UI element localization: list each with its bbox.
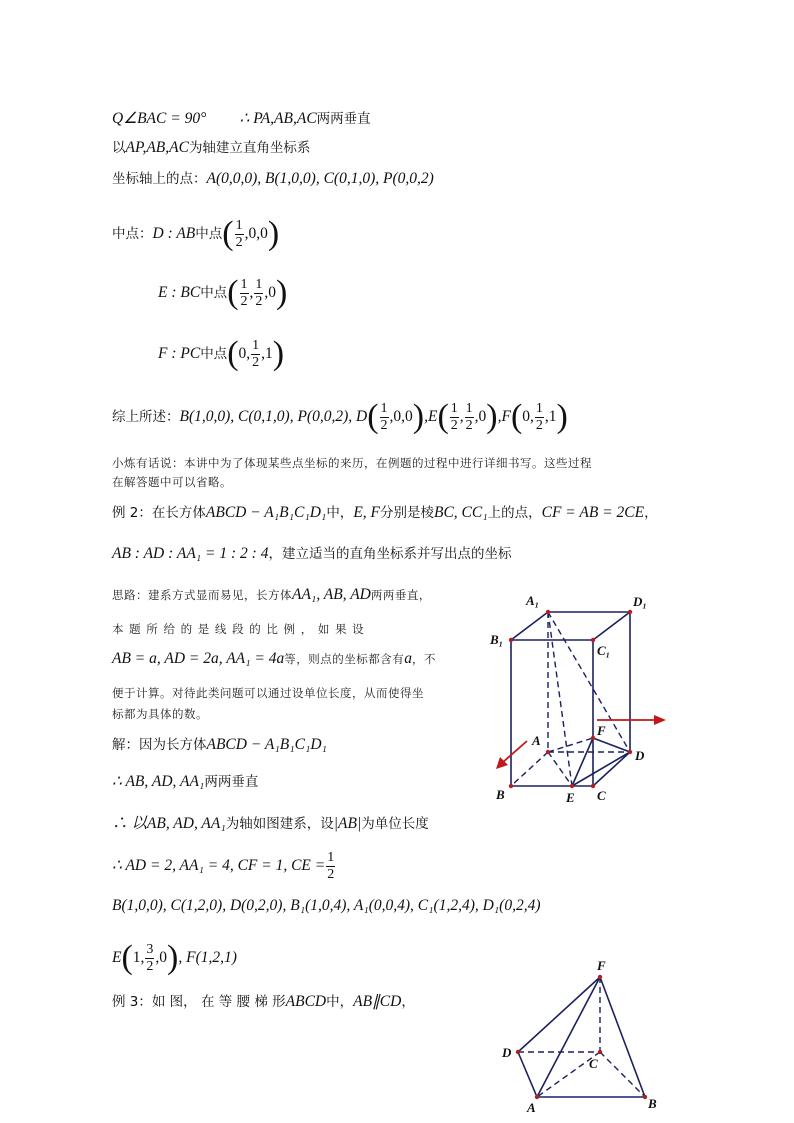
vertex-e: [570, 784, 574, 788]
fraction: $\frac{1}{2}$: [240, 276, 248, 309]
vertex-a1: [546, 610, 550, 614]
vertex-d: [516, 1050, 520, 1054]
arrow-x-axis: [502, 741, 527, 763]
label-c1: C₁: [597, 643, 611, 658]
edge-cb-hidden: [600, 1052, 645, 1097]
edge-a1d-hidden: [548, 612, 630, 752]
edge-af-hidden: [548, 738, 593, 752]
note-line-2: 在解答题中可以省略。: [112, 475, 232, 489]
label-a: A: [527, 1100, 536, 1115]
example-2-label: 例 2：在长方体: [112, 505, 206, 521]
edge-ae-hidden: [548, 752, 572, 786]
note-line-1: 小炼有话说：本讲中为了体现某些点坐标的来历，在例题的过程中进行详细书写。这些过程: [112, 456, 592, 470]
vertex-b: [643, 1095, 647, 1099]
label-f: F: [597, 958, 606, 973]
vertex-d1: [628, 610, 632, 614]
edge-c1d1: [593, 612, 630, 640]
line-2-pre: 以: [112, 140, 126, 156]
label-d: D: [635, 748, 645, 763]
midpoint-d-word: 中点: [195, 226, 223, 242]
solution-line-6: E(1, $\frac{3}{2}$ ,0), F(1,2,1): [112, 939, 237, 976]
edge-da: [518, 1052, 537, 1097]
think-line-1: 思路：建系方式显而易见，长方体AA₁, AB, AD两两垂直，: [112, 586, 431, 603]
midpoint-e-seg: E : BC: [158, 284, 201, 301]
think-line-5: 标都为具体的数。: [112, 707, 208, 721]
midpoint-d-line: 中点：D : AB中点( $\frac{1}{2}$ ,0,0): [112, 215, 280, 252]
edge-df: [593, 738, 630, 752]
example-2-line-2: AB : AD : AA₁ = 1 : 2 : 4，建立适当的直角坐标系并写出点的坐标: [112, 545, 512, 562]
vertex-c: [598, 1050, 602, 1054]
label-c: C: [597, 788, 606, 803]
label-d: D: [502, 1045, 512, 1060]
edge-fd: [518, 977, 600, 1052]
edge-de: [572, 752, 630, 786]
vertex-b: [509, 784, 513, 788]
solution-line-3: ∴ 以AB, AD, AA₁为轴如图建系，设|AB|为单位长度: [112, 815, 429, 832]
think-line-4: 便于计算。对待此类问题可以通过设单位长度，从而使得坐: [112, 686, 424, 700]
midpoint-f-line: F : PC中点(0, $\frac{1}{2}$ ,1): [158, 335, 285, 372]
fraction: $\frac{1}{2}$: [235, 217, 243, 250]
ratio: AB : AD : AA₁ = 1 : 2 : 4: [112, 545, 269, 562]
fraction: $\frac{1}{2}$: [380, 400, 388, 433]
vertex-a: [546, 750, 550, 754]
midpoint-d-seg: D : AB: [152, 225, 196, 242]
midpoint-e-word: 中点: [200, 285, 228, 301]
label-e: E: [566, 790, 575, 805]
example-3-line: 例 3：如 图， 在 等 腰 梯 形ABCD中，AB∥CD，: [112, 993, 415, 1010]
line-2-text: 为轴建立直角坐标系: [188, 140, 311, 156]
label-a: A: [532, 733, 541, 748]
summary-label: 综上所述：: [112, 409, 180, 425]
fraction: $\frac{1}{2}$: [535, 400, 543, 433]
cuboid-figure: [485, 585, 685, 815]
example-2-line-1: 例 2：在长方体ABCD − A₁B₁C₁D₁中，E, F分别是棱BC, CC₁上的点，CF = AB = 2CE，: [112, 504, 658, 521]
vertex-d: [628, 750, 632, 754]
axis-points-label: 坐标轴上的点：: [112, 171, 207, 187]
vertex-c1: [591, 638, 595, 642]
line-2: [112, 139, 310, 157]
fraction: $\frac{3}{2}$: [146, 941, 154, 974]
label-a1: A₁: [526, 593, 540, 608]
solution-line-1: 解：因为长方体ABCD − A₁B₁C₁D₁: [112, 736, 327, 753]
given-angle: Q∠BAC = 90°: [112, 110, 207, 127]
summary-line: 综上所述：B(1,0,0), C(0,1,0), P(0,0,2), D( $\frac{1}{2}$ ,0,0),E( $\frac{1}{2}$ , $\frac{1}{2}$ ,0),F(0, $\frac{1}{2}$ ,1): [112, 398, 568, 435]
vertex-b1: [509, 638, 513, 642]
axis-points: A(0,0,0), B(1,0,0), C(0,1,0), P(0,0,2): [206, 170, 434, 187]
line-1-text: 两两垂直: [316, 111, 371, 127]
midpoint-label: 中点：: [112, 226, 153, 242]
midpoint-f-seg: F : PC: [158, 345, 201, 362]
fraction: $\frac{1}{2}$: [465, 400, 473, 433]
solution-line-5: B(1,0,0), C(1,2,0), D(0,2,0), B₁(1,0,4), A₁(0,0,4), C₁(1,2,4), D₁(0,2,4): [112, 897, 541, 914]
label-c: C: [589, 1056, 598, 1071]
line-3: [112, 170, 434, 188]
solution-line-4: ∴ AD = 2, AA₁ = 4, CF = 1, CE = $\frac{1}{2}$: [112, 849, 335, 882]
midpoint-e-line: E : BC中点( $\frac{1}{2}$ , $\frac{1}{2}$ ,0): [158, 274, 288, 311]
label-f: F: [597, 723, 606, 738]
midpoint-f-word: 中点: [200, 346, 228, 362]
line-1: [112, 110, 371, 128]
label-d1: D₁: [633, 594, 647, 609]
edge-ab-hidden: [511, 752, 548, 786]
perp-lines: ∴ PA,AB,AC: [239, 110, 317, 127]
summary-points: B(1,0,0), C(0,1,0), P(0,0,2), D: [179, 408, 368, 425]
label-b1: B₁: [490, 632, 504, 647]
edge-a1e-hidden: [548, 612, 572, 786]
think-line-2: 本 题 所 给 的 是 线 段 的 比 例 ， 如 果 设: [112, 622, 365, 636]
vertex-a: [535, 1095, 539, 1099]
edge-fa: [537, 977, 600, 1097]
edge-fb: [600, 977, 645, 1097]
arrow-y-head: [654, 715, 666, 725]
label-b: B: [648, 1096, 657, 1111]
think-line-3: AB = a, AD = 2a, AA₁ = 4a等，则点的坐标都含有a，不: [112, 650, 436, 667]
solution-line-2: ∴ AB, AD, AA₁两两垂直: [112, 773, 259, 790]
edge-cd: [593, 752, 630, 786]
vertex-f: [598, 975, 602, 979]
fraction: $\frac{1}{2}$: [255, 276, 263, 309]
fraction: $\frac{1}{2}$: [252, 337, 260, 370]
vertex-f: [591, 736, 595, 740]
fraction: $\frac{1}{2}$: [450, 400, 458, 433]
label-b: B: [496, 787, 505, 802]
trapezoid-pyramid-figure: [495, 955, 665, 1120]
fraction: $\frac{1}{2}$: [327, 849, 335, 882]
vertex-c: [591, 784, 595, 788]
example-3-label: 例 3：如 图， 在 等 腰 梯 形: [112, 994, 286, 1010]
line-2-math: AP,AB,AC: [125, 139, 189, 156]
edge-b1a1: [511, 612, 548, 640]
edge-fe: [572, 738, 593, 786]
